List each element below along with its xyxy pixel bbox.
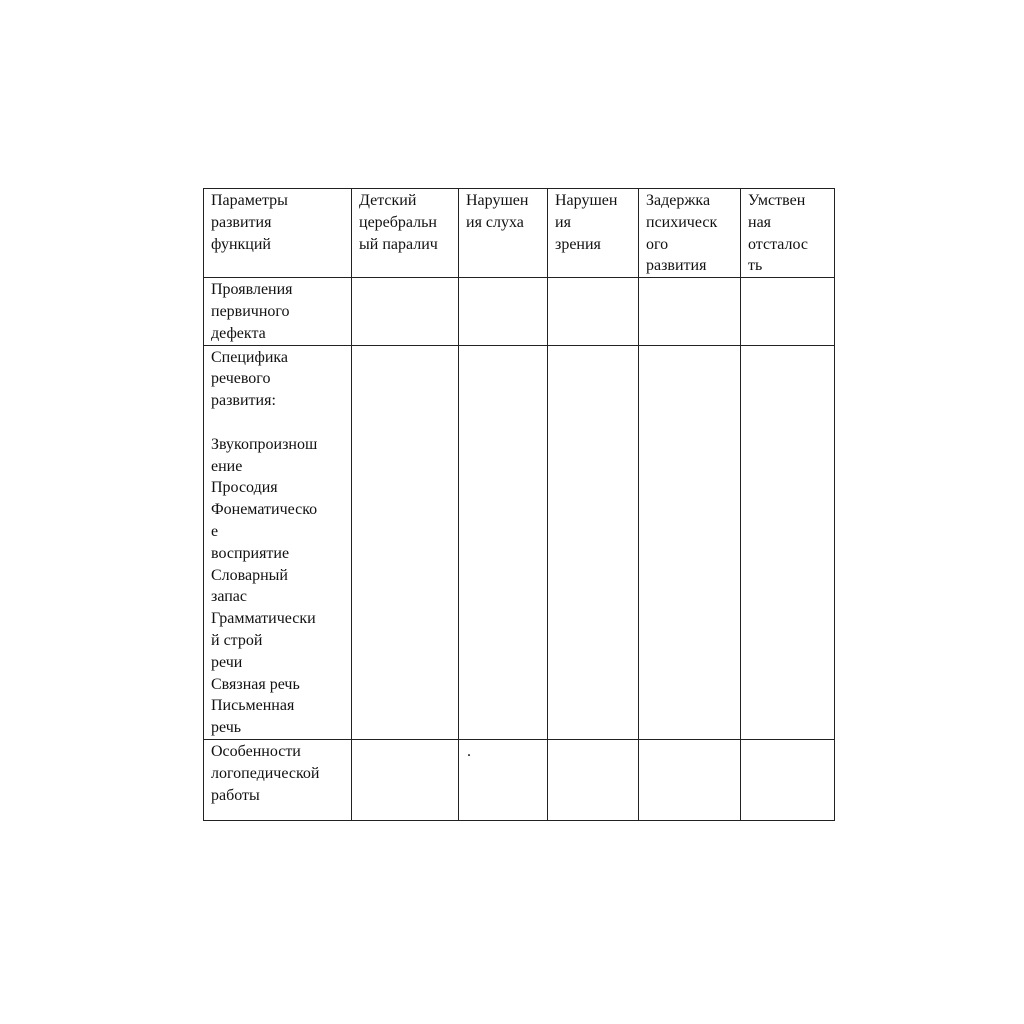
cell-line: Просодия [211, 479, 278, 497]
empty-cell [352, 278, 459, 345]
empty-cell [741, 345, 835, 739]
cell-line: Особенности [211, 742, 301, 760]
empty-cell [639, 278, 741, 345]
cell-line: Письменная [211, 697, 295, 715]
empty-cell [639, 739, 741, 820]
cell-line: Параметры [211, 192, 288, 209]
stray-dot-mark: . [467, 742, 471, 760]
comparison-table [203, 188, 835, 821]
empty-cell [548, 345, 639, 739]
header-cell-vision [548, 189, 639, 278]
cell-line: ый паралич [359, 235, 438, 253]
cell-line: функций [211, 235, 271, 253]
empty-cell [639, 345, 741, 739]
cell-line: Нарушен [466, 192, 529, 209]
cell-line: й строй [211, 631, 263, 649]
cell-line: развития: [211, 392, 276, 410]
cell-line: Звукопроизнош [211, 435, 318, 453]
row-label-speech-therapy [204, 739, 352, 820]
cell-line: работы [211, 786, 260, 804]
cell-line: дефекта [211, 324, 266, 342]
empty-cell [352, 739, 459, 820]
cell-line: Задержка [646, 192, 711, 209]
cell-line: Фонематическо [211, 501, 318, 519]
cell-line: запас [211, 588, 247, 606]
cell-line: Умствен [748, 192, 806, 209]
cell-line: е [211, 522, 219, 540]
header-cell-params [204, 189, 352, 278]
cell-line: ение [211, 457, 243, 475]
cell-line: Проявления [211, 281, 293, 299]
cell-line: ная [748, 213, 772, 231]
row-label-speech-specifics [204, 345, 352, 739]
cell-line: речи [211, 653, 243, 671]
table-row [204, 739, 835, 820]
cell-line: речь [211, 719, 242, 737]
header-cell-mental [741, 189, 835, 278]
cell-line: логопедической [211, 764, 320, 782]
row-label-primary-defect [204, 278, 352, 345]
hearing-cell [459, 739, 548, 820]
cell-line: Словарный [211, 566, 288, 584]
empty-cell [459, 345, 548, 739]
cell-line: Нарушен [555, 192, 618, 209]
blank-line [211, 412, 348, 434]
empty-cell [741, 278, 835, 345]
cell-line: речевого [211, 370, 271, 388]
empty-cell [741, 739, 835, 820]
cell-line: развития [211, 213, 272, 231]
empty-cell [459, 278, 548, 345]
table-row [204, 278, 835, 345]
table-header-row [204, 189, 835, 278]
cell-line: психическ [646, 213, 718, 231]
cell-line: Детский [359, 192, 417, 209]
cell-line: восприятие [211, 544, 290, 562]
table-row [204, 345, 835, 739]
cell-line: Связная речь [211, 675, 300, 693]
empty-cell [352, 345, 459, 739]
empty-cell [548, 739, 639, 820]
cell-line: зрения [555, 235, 601, 253]
cell-line: развития [646, 257, 707, 275]
header-cell-hearing [459, 189, 548, 278]
header-cell-dcp [352, 189, 459, 278]
cell-line: ть [748, 257, 763, 275]
cell-line: ия слуха [466, 213, 524, 231]
cell-line: ия [555, 213, 571, 231]
cell-line: церебральн [359, 213, 437, 231]
cell-line: ого [646, 235, 669, 253]
cell-line: Специфика [211, 348, 289, 366]
cell-line: отсталос [748, 235, 808, 253]
cell-line: первичного [211, 302, 290, 320]
empty-cell [548, 278, 639, 345]
cell-line: Грамматически [211, 610, 316, 628]
header-cell-zpr [639, 189, 741, 278]
